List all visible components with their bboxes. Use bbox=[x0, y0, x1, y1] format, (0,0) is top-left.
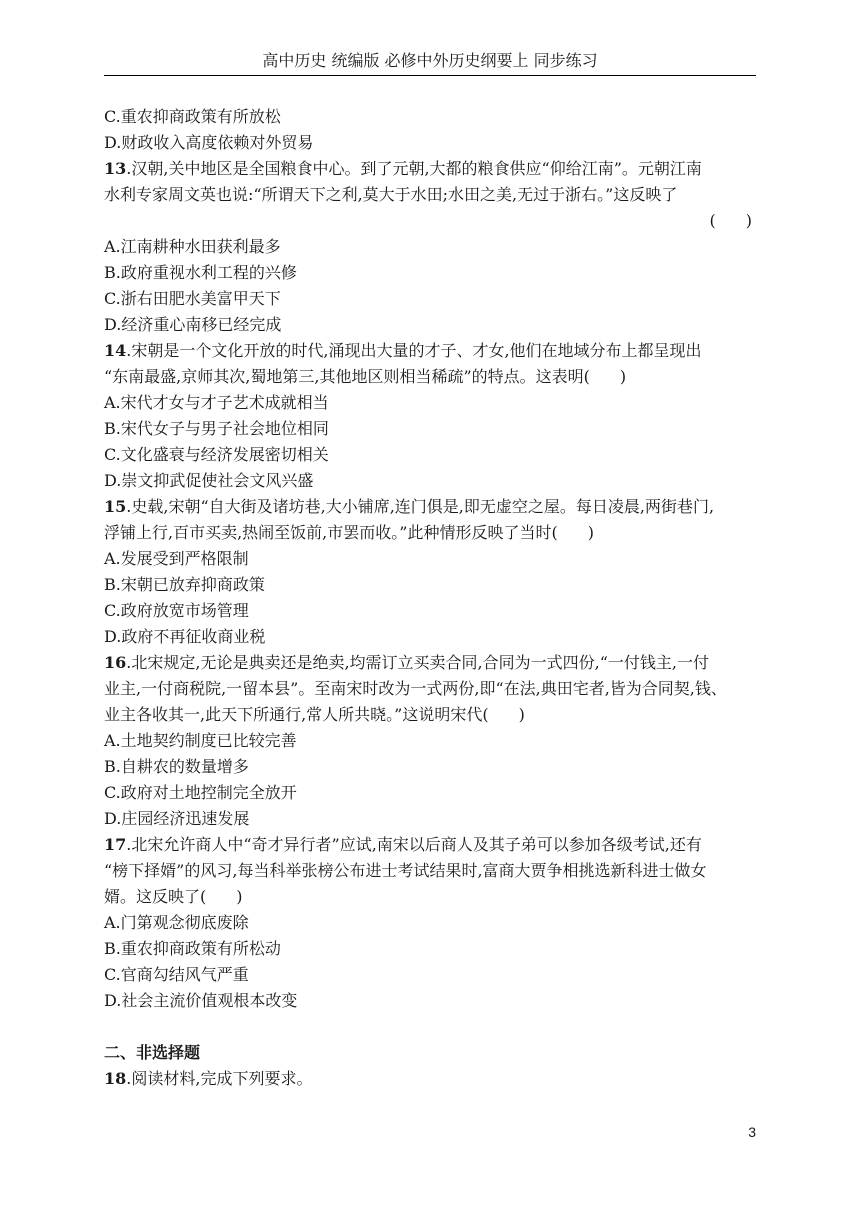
option-b: B.宋代女子与男子社会地位相同 bbox=[104, 419, 329, 438]
option-a: A.门第观念彻底废除 bbox=[104, 913, 249, 932]
option-b: B.重农抑商政策有所松动 bbox=[104, 939, 281, 958]
question-stem-line: 婿。这反映了( bbox=[104, 887, 207, 906]
question-stem: .阅读材料,完成下列要求。 bbox=[126, 1069, 313, 1088]
question-number: 17 bbox=[104, 835, 127, 854]
option-c: C.文化盛衰与经济发展密切相关 bbox=[104, 445, 329, 464]
answer-blank-close: ) bbox=[236, 887, 243, 906]
question-16 bbox=[104, 650, 756, 832]
question-stem-line: “东南最盛,京师其次,蜀地第三,其他地区则相当稀疏”的特点。这表明( bbox=[104, 367, 590, 386]
prev-option-c: C.重农抑商政策有所放松 bbox=[104, 107, 281, 126]
option-a: A.土地契约制度已比较完善 bbox=[104, 731, 297, 750]
question-13 bbox=[104, 156, 756, 338]
option-b: B.自耕农的数量增多 bbox=[104, 757, 249, 776]
option-c: C.政府放宽市场管理 bbox=[104, 601, 249, 620]
question-15 bbox=[104, 494, 756, 650]
question-stem-line: 业主各收其一,此天下所通行,常人所共晓。”这说明宋代( bbox=[104, 705, 489, 724]
page-header: 高中历史 统编版 必修中外历史纲要上 同步练习 bbox=[262, 51, 598, 70]
question-14 bbox=[104, 338, 756, 494]
question-stem-line: 业主,一付商税院,一留本县”。至南宋时改为一式两份,即“在法,典田宅者,皆为合同契,钱、 bbox=[104, 679, 727, 698]
answer-blank-close: ) bbox=[619, 367, 627, 386]
option-a: A.发展受到严格限制 bbox=[104, 549, 249, 568]
question-stem: .北宋规定,无论是典卖还是绝卖,均需订立买卖合同,合同为一式四份,“一付钱主,一付 bbox=[126, 653, 709, 672]
option-d: D.政府不再征收商业税 bbox=[104, 627, 266, 646]
question-number: 15 bbox=[104, 497, 127, 516]
option-d: D.社会主流价值观根本改变 bbox=[104, 991, 298, 1010]
option-d: D.崇文抑武促使社会文风兴盛 bbox=[104, 471, 314, 490]
option-a: A.江南耕种水田获利最多 bbox=[104, 237, 281, 256]
question-number: 16 bbox=[104, 653, 127, 672]
question-stem-line: 浮铺上行,百市买卖,热闹至饭前,市罢而收。”此种情形反映了当时( bbox=[104, 523, 558, 542]
option-d: D.庄园经济迅速发展 bbox=[104, 809, 250, 828]
document-body bbox=[104, 104, 756, 1092]
option-b: B.政府重视水利工程的兴修 bbox=[104, 263, 297, 282]
question-number: 13 bbox=[104, 159, 127, 178]
question-stem: .宋朝是一个文化开放的时代,涌现出大量的才子、才女,他们在地域分布上都呈现出 bbox=[126, 341, 702, 360]
answer-blank: ( ) bbox=[709, 211, 752, 230]
question-stem-line: “榜下择婿”的风习,每当科举张榜公布进士考试结果时,富商大贾争相挑选新科进士做女 bbox=[104, 861, 707, 880]
question-17 bbox=[104, 832, 756, 1014]
question-stem-line: 水利专家周文英也说:“所谓天下之利,莫大于水田;水田之美,无过于浙右。”这反映了 bbox=[104, 185, 678, 204]
answer-blank-close: ) bbox=[587, 523, 594, 542]
section-heading: 二、非选择题 bbox=[104, 1043, 201, 1062]
option-b: B.宋朝已放弃抑商政策 bbox=[104, 575, 265, 594]
option-d: D.经济重心南移已经完成 bbox=[104, 315, 282, 334]
question-number: 18 bbox=[104, 1069, 127, 1088]
question-number: 14 bbox=[104, 341, 127, 360]
question-stem: .史载,宋朝“自大街及诸坊巷,大小铺席,连门俱是,即无虚空之屋。每日凌晨,两街巷门, bbox=[126, 497, 715, 516]
option-c: C.政府对土地控制完全放开 bbox=[104, 783, 297, 802]
header-divider bbox=[104, 75, 756, 76]
page-number: 3 bbox=[748, 1124, 756, 1140]
question-stem: .北宋允许商人中“奇才异行者”应试,南宋以后商人及其子弟可以参加各级考试,还有 bbox=[126, 835, 702, 854]
question-stem: .汉朝,关中地区是全国粮食中心。到了元朝,大都的粮食供应“仰给江南”。元朝江南 bbox=[126, 159, 702, 178]
option-c: C.官商勾结风气严重 bbox=[104, 965, 249, 984]
option-c: C.浙右田肥水美富甲天下 bbox=[104, 289, 281, 308]
prev-option-d: D.财政收入高度依赖对外贸易 bbox=[104, 133, 314, 152]
question-18 bbox=[104, 1066, 756, 1092]
option-a: A.宋代才女与才子艺术成就相当 bbox=[104, 393, 329, 412]
answer-blank-close: ) bbox=[518, 705, 525, 724]
